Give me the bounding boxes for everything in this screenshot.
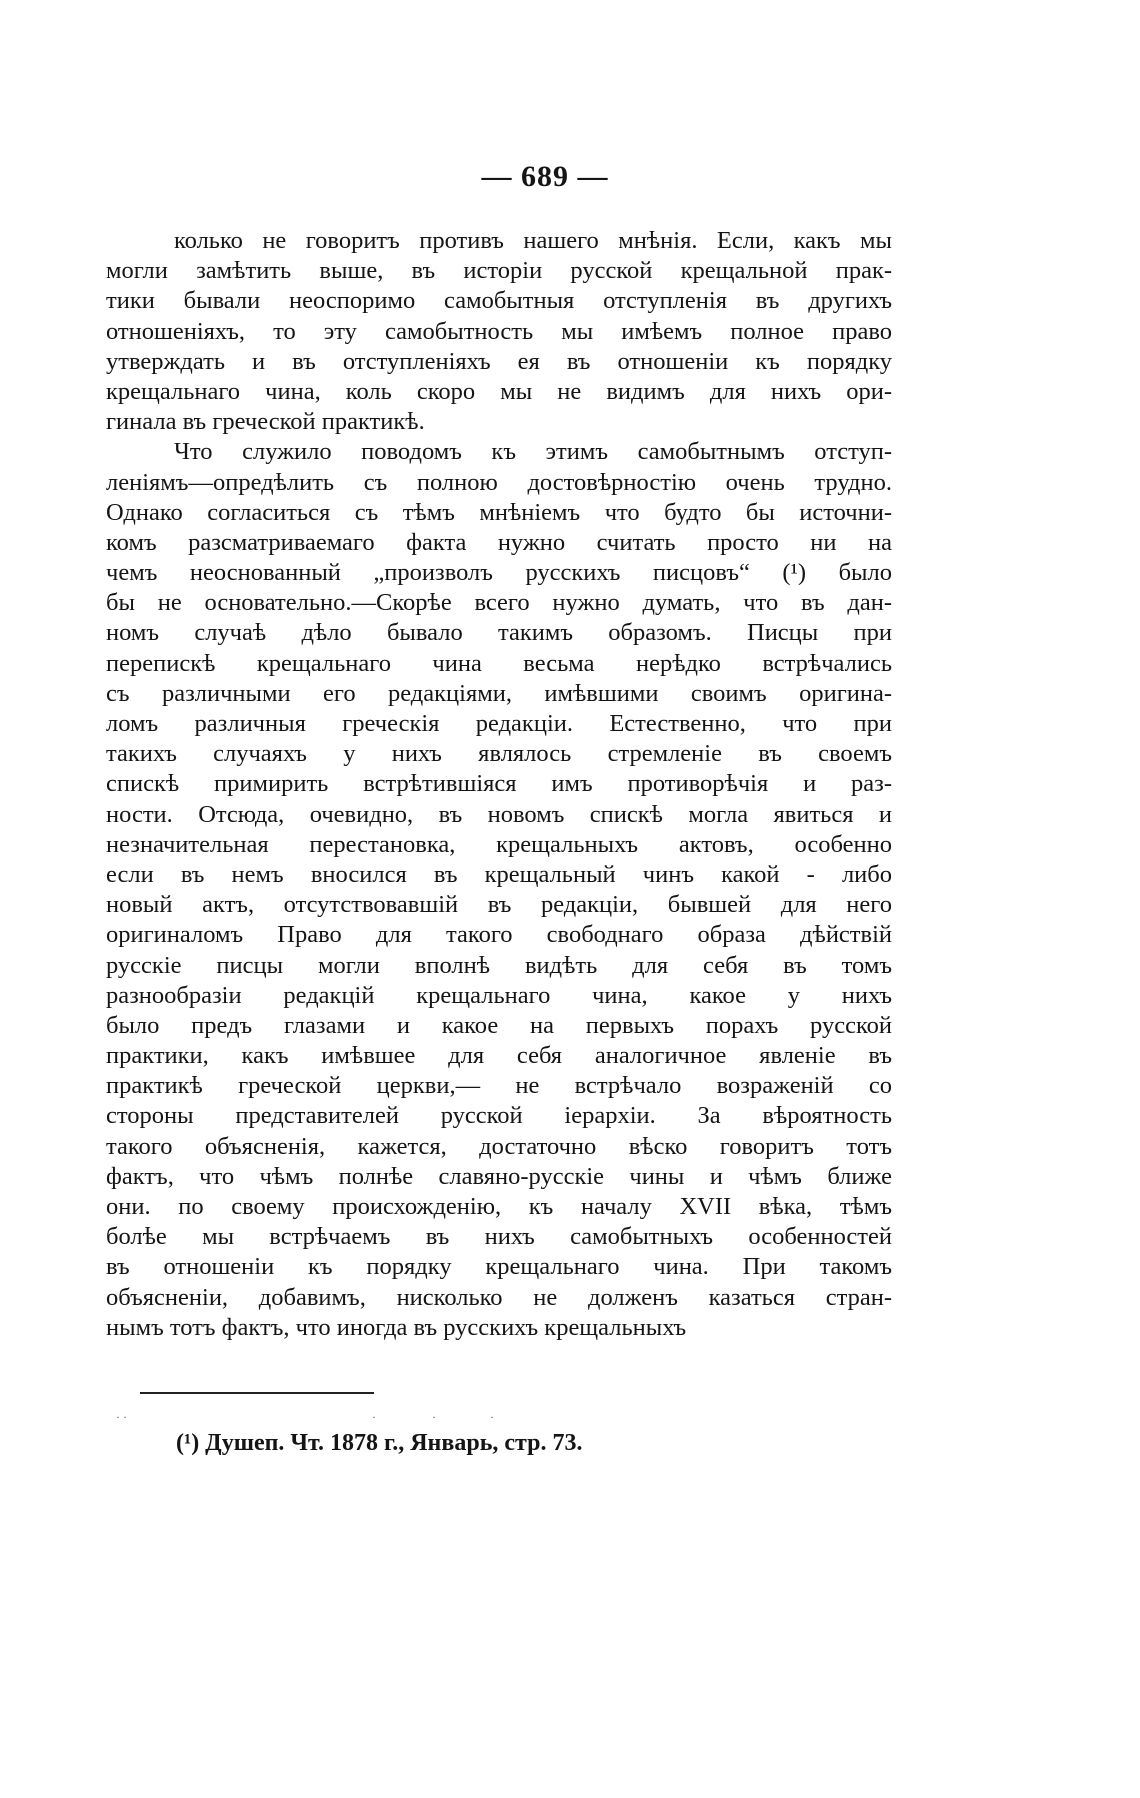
text-line: комъ разсматриваемаго факта нужно считать просто ни на <box>106 528 892 556</box>
text-line: стороны представителей русской іерархіи. За вѣроятность <box>106 1102 892 1130</box>
text-line: бы не основательно.—Скорѣе всего нужно думать, что въ дан- <box>106 589 892 617</box>
text-line: они. по своему происхожденію, къ началу XVII вѣка, тѣмъ <box>106 1193 892 1220</box>
text-line: чемъ неоснованный „произволъ русскихъ писцовъ“ (¹) было <box>106 559 892 587</box>
text-line: оригиналомъ Право для такого свободнаго образа дѣйствій <box>106 921 892 949</box>
body-text <box>106 226 892 1343</box>
text-line: ности. Отсюда, очевидно, въ новомъ спискѣ могла явиться и <box>106 800 892 828</box>
text-line: если въ немъ вносился въ крещальный чинъ какой - либо <box>106 860 892 888</box>
text-line: русскіе писцы могли вполнѣ видѣть для себя въ томъ <box>106 951 892 979</box>
text-line: такого объясненія, кажется, достаточно вѣско говоритъ тотъ <box>106 1132 892 1160</box>
text-line: практикѣ греческой церкви,— не встрѣчало возраженій со <box>106 1072 892 1100</box>
text-line: могли замѣтить выше, въ исторіи русской крещальной прак- <box>106 257 892 285</box>
text-line: гинала въ греческой практикѣ. <box>106 408 425 436</box>
paragraph-2 <box>106 437 892 1343</box>
text-line: номъ случаѣ дѣло бывало такимъ образомъ. Писцы при <box>106 619 892 647</box>
text-line: фактъ, что чѣмъ полнѣе славяно-русскіе чины и чѣмъ ближе <box>106 1162 892 1190</box>
text-line: съ различными его редакціями, имѣвшими своимъ оригина- <box>106 679 892 707</box>
text-line: спискѣ примирить встрѣтившіяся имъ противорѣчія и раз- <box>106 770 892 798</box>
text-line: крещальнаго чина, коль скоро мы не видимъ для нихъ ори- <box>106 377 892 405</box>
paragraph-1 <box>106 226 892 437</box>
text-line: болѣе мы встрѣчаемъ въ нихъ самобытныхъ особенностей <box>106 1223 892 1251</box>
footnote: (¹) Душеп. Чт. 1878 г., Январь, стр. 73. <box>176 1430 583 1456</box>
text-line: перепискѣ крещальнаго чина весьма нерѣдко встрѣчались <box>106 649 892 677</box>
scan-speck: · · <box>116 1410 127 1424</box>
text-line: ломъ различныя греческія редакціи. Естественно, что при <box>106 710 892 737</box>
text-line: утверждать и въ отступленіяхъ ея въ отношеніи къ порядку <box>106 347 892 375</box>
text-line: Однако согласиться съ тѣмъ мнѣніемъ что будто бы источни- <box>106 498 892 526</box>
text-line: Что служило поводомъ къ этимъ самобытнымъ отступ- <box>174 438 892 466</box>
scan-speck: · <box>372 1410 376 1424</box>
text-line: леніямъ—опредѣлить съ полною достовѣрностію очень трудно. <box>106 468 892 496</box>
text-line: разнообразіи редакцій крещальнаго чина, какое у нихъ <box>106 981 892 1009</box>
footnote-divider <box>140 1392 374 1394</box>
text-line: такихъ случаяхъ у нихъ являлось стремленіе въ своемъ <box>106 740 892 768</box>
text-line: незначительная перестановка, крещальныхъ актовъ, особенно <box>106 830 892 858</box>
text-line: нымъ тотъ фактъ, что иногда въ русскихъ крещальныхъ <box>106 1313 687 1341</box>
text-line: было предъ глазами и какое на первыхъ порахъ русской <box>106 1011 892 1039</box>
page-number: — 689 — <box>481 160 609 193</box>
scan-speck: · <box>432 1410 436 1424</box>
text-line: отношеніяхъ, то эту самобытность мы имѣемъ полное право <box>106 317 892 345</box>
text-line: тики бывали неоспоримо самобытныя отступленія въ другихъ <box>106 287 892 315</box>
text-line: объясненіи, добавимъ, нисколько не долженъ казаться стран- <box>106 1283 892 1311</box>
text-line: въ отношеніи къ порядку крещальнаго чина. При такомъ <box>106 1253 892 1281</box>
text-line: практики, какъ имѣвшее для себя аналогичное явленіе въ <box>106 1042 892 1070</box>
scan-speck: · <box>490 1410 494 1424</box>
text-line: колько не говоритъ противъ нашего мнѣнія. Если, какъ мы <box>174 227 892 254</box>
text-line: новый актъ, отсутствовавшій въ редакціи, бывшей для него <box>106 891 892 919</box>
